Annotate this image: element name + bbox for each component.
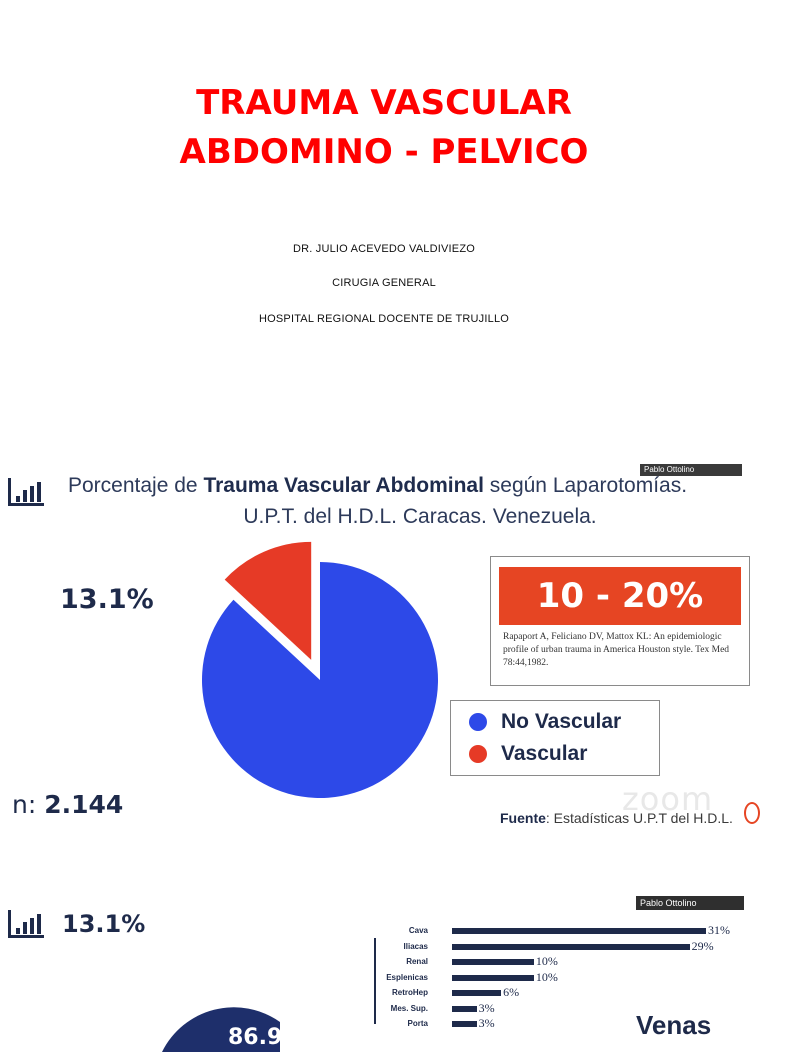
chart-axis	[374, 938, 376, 1024]
chart-legend	[450, 700, 660, 776]
reference-box	[490, 556, 750, 686]
pie-value-label: 86.9	[228, 1025, 283, 1050]
logo-icon	[744, 802, 760, 824]
bar-value-label: 3%	[478, 1016, 495, 1030]
title-slide	[0, 0, 768, 430]
bar-label: RetroHep	[391, 988, 428, 997]
pie-chart-partial	[150, 992, 290, 1052]
camera-name-tag: Pablo Ottolino	[640, 464, 742, 476]
slide1-title-line1: Porcentaje de Trauma Vascular Abdominal según Laparotomías.	[68, 474, 688, 497]
main-title-line1: TRAUMA VASCULAR	[196, 83, 572, 123]
bar-value-label: 10%	[535, 969, 558, 984]
range-badge: 10 - 20%	[499, 567, 741, 625]
slide2-percentage: 13.1%	[62, 910, 146, 938]
bar-label: Iliacas	[403, 941, 428, 951]
bar	[452, 975, 534, 981]
zoom-watermark: zoom	[622, 780, 714, 818]
pie-chart	[190, 530, 450, 790]
bar-value-label: 29%	[691, 938, 714, 953]
sample-size: n: 2.144	[12, 790, 124, 819]
slide-vessel-distribution	[0, 892, 768, 1050]
bar-value-label: 6%	[503, 985, 520, 999]
bar-value-label: 31%	[708, 923, 730, 937]
bar-label: Esplenicas	[386, 972, 428, 982]
bar	[452, 928, 706, 934]
legend-dot-vascular	[469, 745, 487, 763]
bar-chart-icon	[8, 908, 46, 940]
bar-label: Renal	[406, 957, 428, 966]
slide1-title-line2: U.P.T. del H.D.L. Caracas. Venezuela.	[243, 505, 597, 528]
main-title-line2: ABDOMINO - PELVICO	[179, 132, 589, 172]
bar-chart-icon	[8, 476, 46, 508]
camera-name-tag: Pablo Ottolino	[636, 896, 744, 910]
legend-item-vascular	[469, 739, 587, 769]
bar-label: Mes. Sup.	[390, 1003, 428, 1013]
bar-value-label: 3%	[478, 1000, 495, 1015]
legend-label-no-vascular: No Vascular	[501, 710, 622, 733]
bar-label: Porta	[407, 1019, 428, 1028]
author-name: DR. JULIO ACEVEDO VALDIVIEZO	[292, 243, 476, 255]
venas-label: Venas	[636, 1010, 712, 1040]
legend-item-no-vascular	[469, 707, 621, 737]
author-specialty: CIRUGIA GENERAL	[332, 277, 436, 289]
reference-citation: Rapaport A, Feliciano DV, Mattox KL: An epidemiologic profile of urban trauma in America Houston style. Tex Med 78:44,1982.	[503, 632, 730, 668]
legend-label-vascular: Vascular	[501, 742, 588, 765]
bar	[452, 1006, 477, 1012]
pie-slice-no-vascular	[202, 562, 438, 798]
vascular-percentage: 13.1%	[60, 584, 154, 615]
bar	[452, 990, 501, 996]
bar	[452, 944, 690, 950]
source-note: Fuente: Estadísticas U.P.T del H.D.L.	[500, 810, 733, 826]
legend-dot-no-vascular	[469, 713, 487, 731]
bar-label: Cava	[408, 926, 428, 935]
bar	[452, 959, 534, 965]
bar-value-label: 10%	[535, 954, 558, 968]
author-hospital: HOSPITAL REGIONAL DOCENTE DE TRUJILLO	[258, 313, 510, 325]
slide-trauma-percentage	[0, 456, 768, 836]
bar	[452, 1021, 477, 1027]
